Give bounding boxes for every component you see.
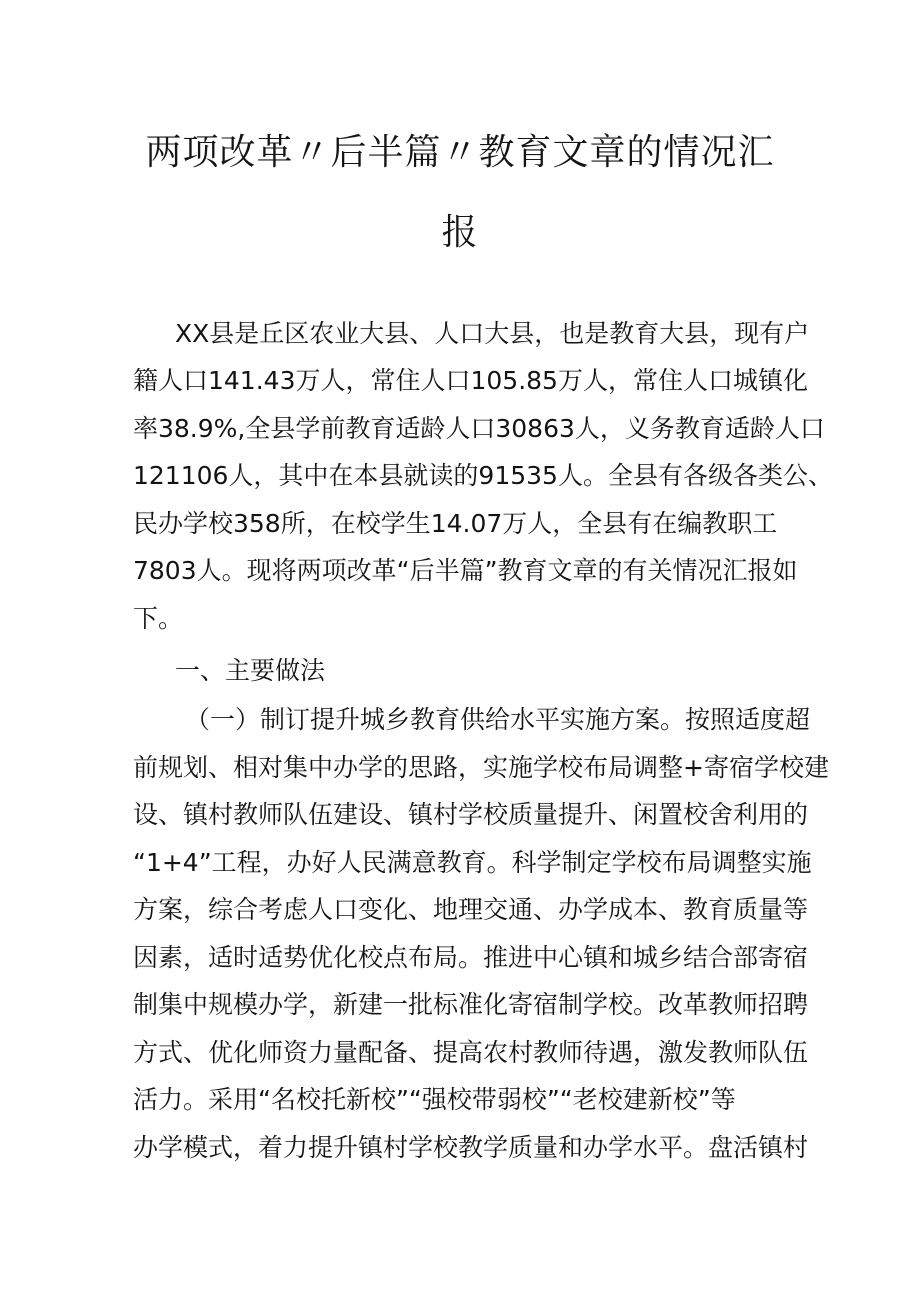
document-title-line-1: 两项改革〃后半篇〃教育文章的情况汇 [145,132,775,173]
body-line: 民办学校358所，在校学生14.07万人，全县有在编教职工 [133,509,778,538]
body-line: 方式、优化师资力量配备、提高农村教师待遇，激发教师队伍 [133,1038,809,1067]
body-line: 籍人口141.43万人，常住人口105.85万人，常住人口城镇化 [133,366,808,395]
body-line: 121106人，其中在本县就读的91535人。全县有各级各类公、 [133,461,833,490]
body-line: 下。 [133,604,184,633]
body-line: “1+4”工程，办好人民满意教育。科学制定学校布局调整实施 [133,848,812,877]
section-heading: 一、主要做法 [175,656,326,685]
body-line: 率38.9%,全县学前教育适龄人口30863人，义务教育适龄人口 [133,414,825,443]
subsection-heading-line: （一）制订提升城乡教育供给水平实施方案。按照适度超 [185,705,811,734]
body-line: 前规划、相对集中办学的思路，实施学校布局调整+寄宿学校建 [133,753,829,782]
body-line: XX县是丘区农业大县、人口大县，也是教育大县，现有户 [175,319,810,348]
document-title-line-2: 报 [441,212,479,253]
body-line: 7803人。现将两项改革“后半篇”教育文章的有关情况汇报如 [133,556,798,585]
body-line: 设、镇村教师队伍建设、镇村学校质量提升、闲置校舍利用的 [133,800,809,829]
body-line: 活力。采用“名校托新校”“强校带弱校”“老校建新校”等 [133,1085,736,1114]
body-line: 制集中规模办学，新建一批标准化寄宿制学校。改革教师招聘 [133,990,809,1019]
body-line: 因素，适时适势优化校点布局。推进中心镇和城乡结合部寄宿 [133,943,809,972]
body-line: 方案，综合考虑人口变化、地理交通、办学成本、教育质量等 [133,895,809,924]
body-line: 办学模式，着力提升镇村学校教学质量和办学水平。盘活镇村 [133,1133,809,1162]
